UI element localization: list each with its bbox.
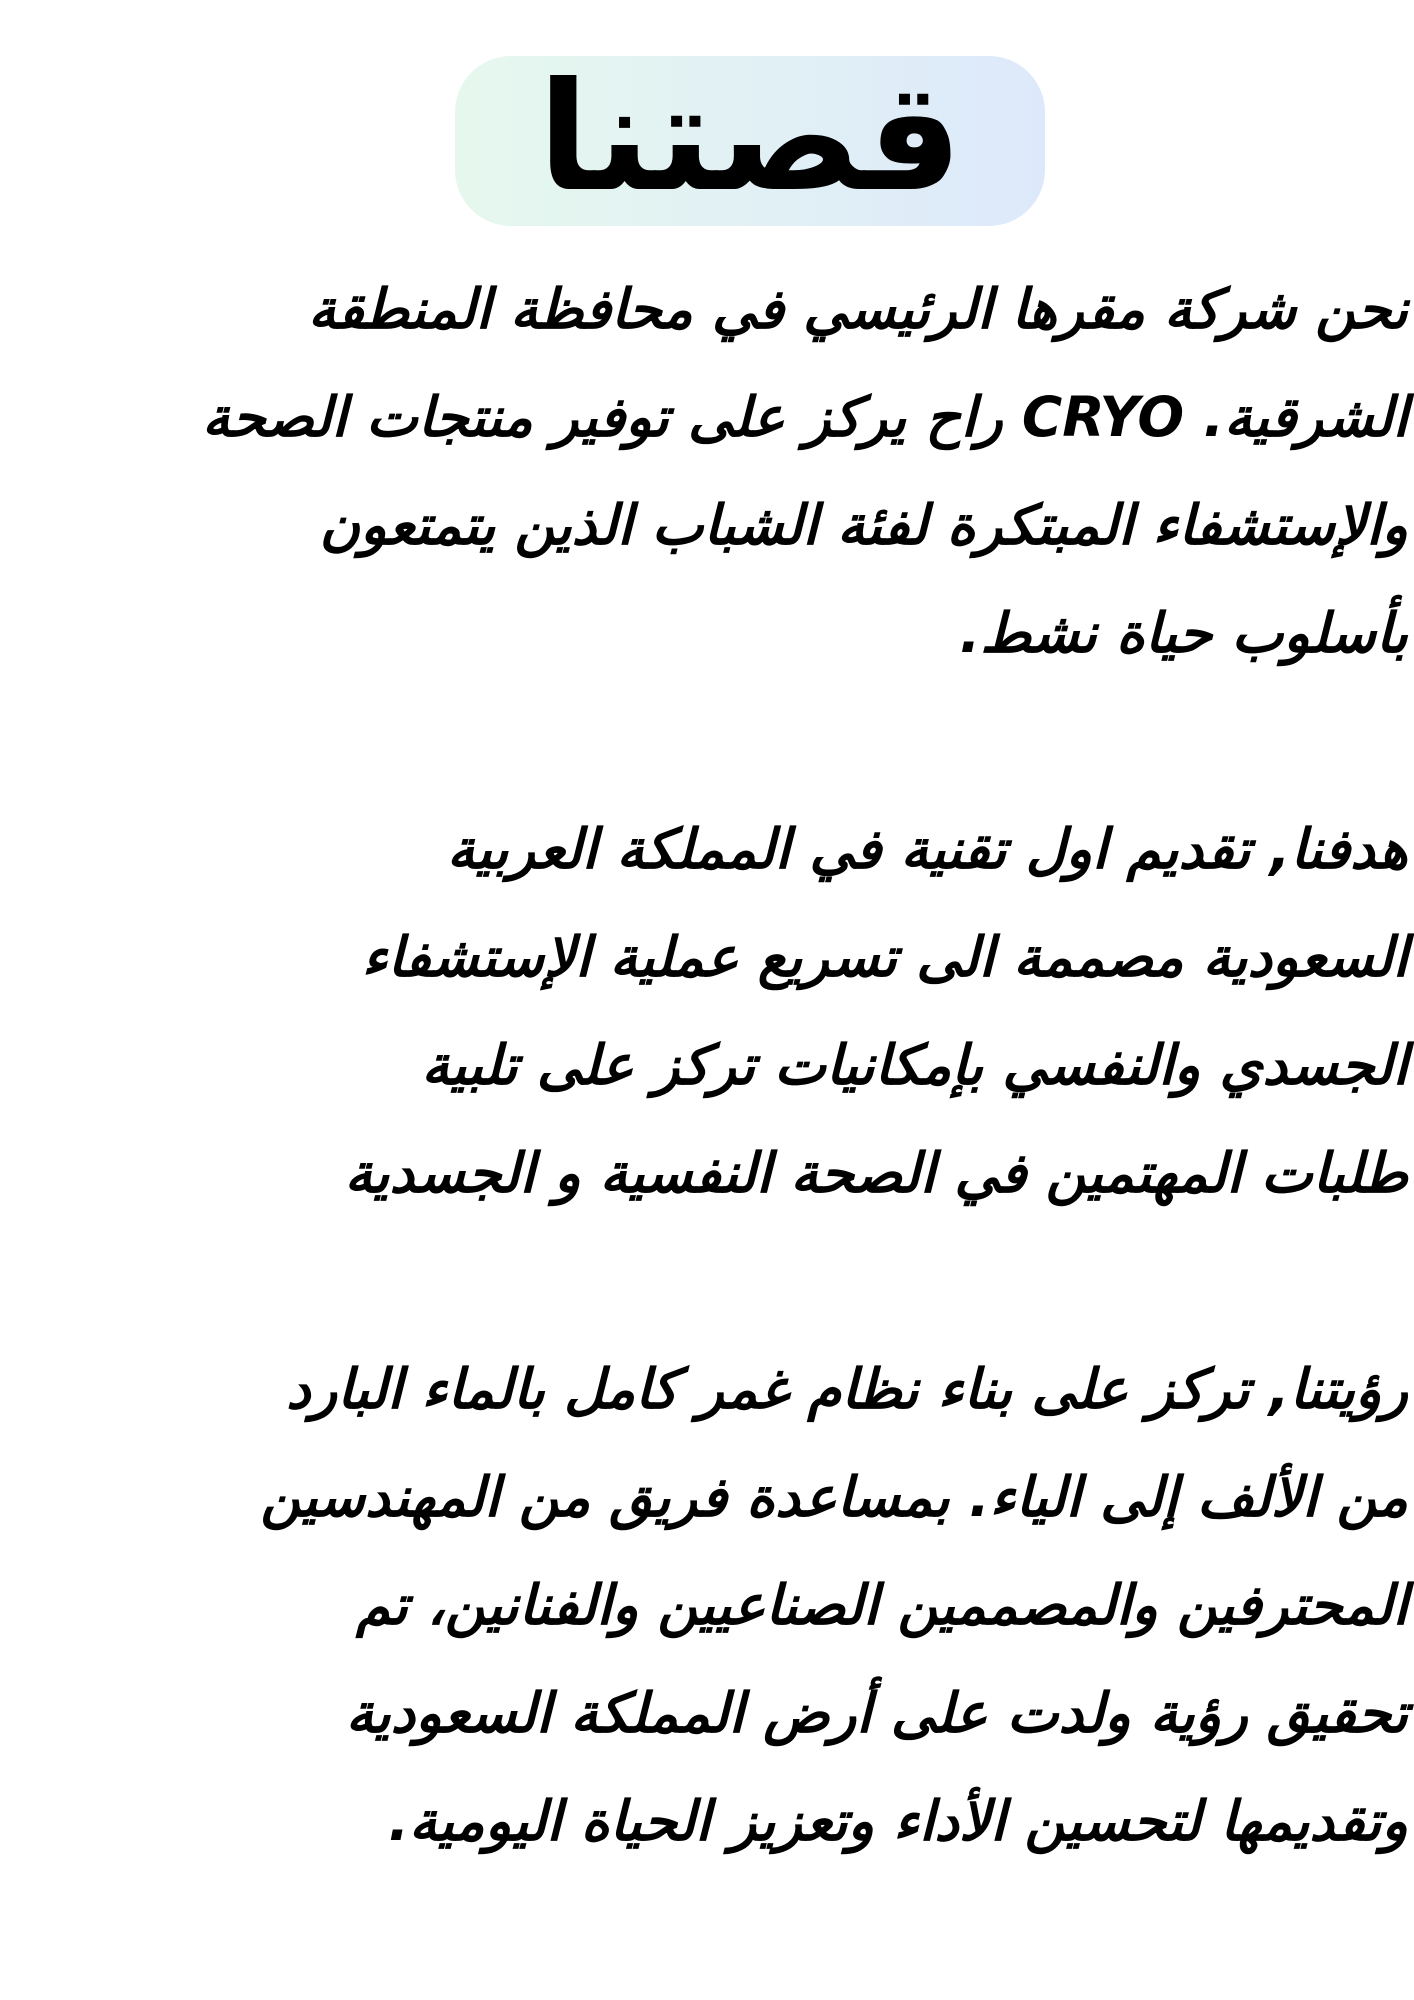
text-line: الجسدي والنفسي بإمكانيات تركز على تلبية <box>421 1033 1408 1097</box>
text-line: هدفنا, تقديم اول تقنية في المملكة العربية <box>447 817 1408 881</box>
text-line: طلبات المهتمين في الصحة النفسية و الجسدية <box>344 1141 1408 1205</box>
title-banner <box>455 51 1045 226</box>
paragraph-about-company <box>0 255 1408 687</box>
paragraph-spacer <box>0 1227 1408 1335</box>
text-line: نحن شركة مقرها الرئيسي في محافظة المنطقة <box>308 277 1408 341</box>
text-line: تحقيق رؤية ولدت على أرض المملكة السعودية <box>345 1681 1408 1745</box>
text-line: بأسلوب حياة نشط. <box>959 601 1408 665</box>
paragraph-spacer <box>0 687 1408 795</box>
text-line: الشرقية. CRYO راح يركز على توفير منتجات الصحة <box>202 385 1408 449</box>
text-line: السعودية مصممة الى تسريع عملية الإستشفاء <box>361 925 1408 989</box>
story-body <box>0 255 1408 1875</box>
text-line: رؤيتنا, تركز على بناء نظام غمر كامل بالماء البارد <box>286 1357 1408 1421</box>
paragraph-vision <box>0 1335 1408 1875</box>
text-line: وتقديمها لتحسين الأداء وتعزيز الحياة اليومية. <box>388 1789 1408 1853</box>
paragraph-goal <box>0 795 1408 1227</box>
text-line: والإستشفاء المبتكرة لفئة الشباب الذين يتمتعون <box>319 493 1408 557</box>
text-line: المحترفين والمصممين الصناعيين والفنانين، تم <box>356 1573 1408 1637</box>
page-title: قصتنا <box>537 51 963 225</box>
text-line: من الألف إلى الياء. بمساعدة فريق من المهندسين <box>260 1465 1408 1529</box>
